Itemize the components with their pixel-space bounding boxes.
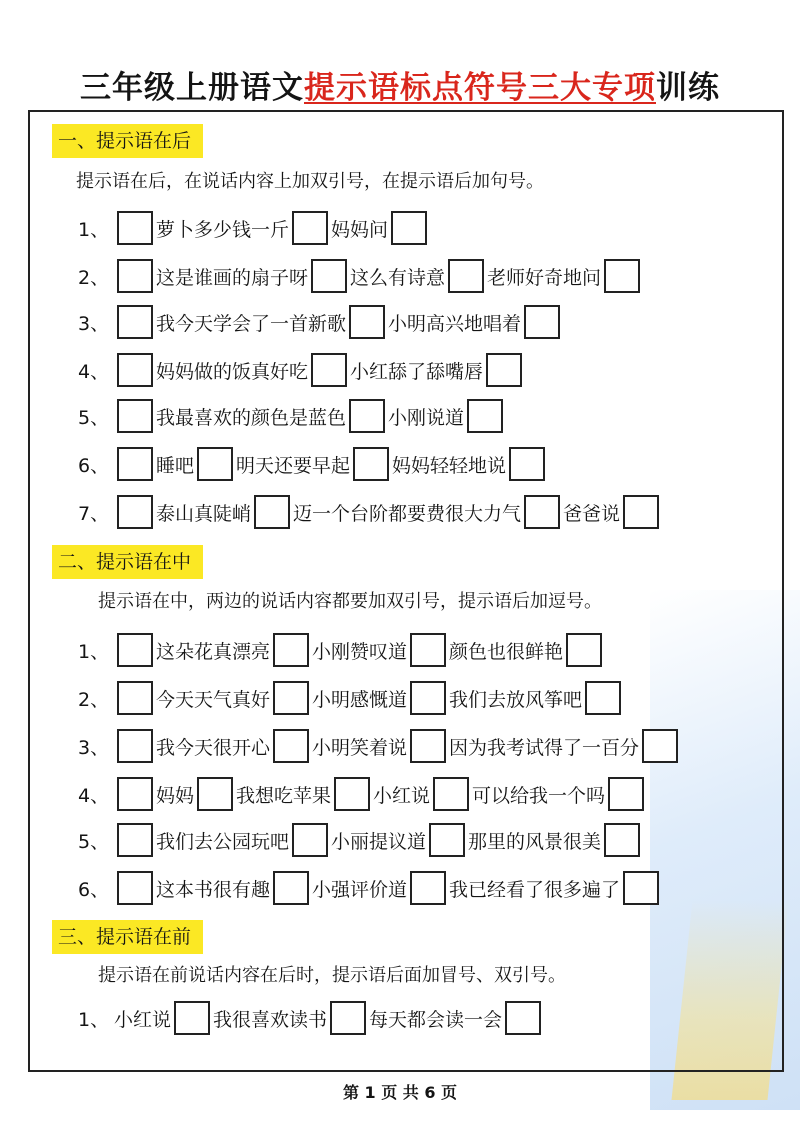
page-footer: 第 1 页 共 6 页 [342,1083,458,1102]
answer-box[interactable] [410,633,446,667]
answer-box[interactable] [410,729,446,763]
answer-box[interactable] [117,871,153,905]
s1-row-1 [66,206,430,250]
title-highlight: 提示语标点符号三大专项 [304,70,656,106]
row-text: 小明高兴地唱着 [388,312,522,335]
answer-box[interactable] [330,1001,366,1035]
answer-box[interactable] [623,495,659,529]
row-text: 今天天气真好 [156,688,271,711]
row-text: 每天都会读一会 [369,1008,503,1031]
row-text: 妈妈做的饭真好吃 [156,360,309,383]
answer-box[interactable] [585,681,621,715]
answer-box[interactable] [608,777,644,811]
answer-box[interactable] [349,399,385,433]
answer-box[interactable] [524,305,560,339]
s2-row-6 [66,866,662,910]
section-1-intro: 提示语在后，在说话内容上加双引号，在提示语后加句号。 [76,171,544,192]
answer-box[interactable] [273,871,309,905]
answer-box[interactable] [273,681,309,715]
answer-box[interactable] [448,259,484,293]
section-2-intro: 提示语在中，两边的说话内容都要加双引号，提示语后加逗号。 [98,591,602,612]
row-text: 小丽提议道 [331,830,427,853]
row-text: 我最喜欢的颜色是蓝色 [156,406,347,429]
answer-box[interactable] [117,447,153,481]
title-suffix: 训练 [656,70,720,106]
answer-box[interactable] [117,305,153,339]
answer-box[interactable] [524,495,560,529]
s2-row-1 [66,628,605,672]
answer-box[interactable] [623,871,659,905]
answer-box[interactable] [311,259,347,293]
answer-box[interactable] [642,729,678,763]
answer-box[interactable] [117,777,153,811]
s3-row-1 [66,996,544,1040]
row-text: 那里的风景很美 [468,830,602,853]
answer-box[interactable] [505,1001,541,1035]
row-text: 我已经看了很多遍了 [449,878,621,901]
section-3-intro: 提示语在前说话内容在后时，提示语后面加冒号、双引号。 [98,965,566,986]
section-3-heading: 三、提示语在前 [52,920,203,954]
row-text: 萝卜多少钱一斤 [156,218,290,241]
row-text: 我今天学会了一首新歌 [156,312,347,335]
s1-row-3 [66,300,563,344]
answer-box[interactable] [467,399,503,433]
s1-row-4 [66,348,525,392]
row-number: 3、 [78,312,110,335]
answer-box[interactable] [117,399,153,433]
answer-box[interactable] [334,777,370,811]
row-number: 2、 [78,266,110,289]
row-number: 6、 [78,878,110,901]
row-number: 3、 [78,736,110,759]
answer-box[interactable] [292,211,328,245]
answer-box[interactable] [117,729,153,763]
row-text: 小刚说道 [388,406,465,429]
answer-box[interactable] [197,777,233,811]
row-number: 7、 [78,502,110,525]
row-text: 小强评价道 [312,878,408,901]
answer-box[interactable] [292,823,328,857]
answer-box[interactable] [117,633,153,667]
answer-box[interactable] [604,259,640,293]
row-number: 4、 [78,360,110,383]
row-text: 小明笑着说 [312,736,408,759]
answer-box[interactable] [349,305,385,339]
s1-row-6 [66,442,548,486]
answer-box[interactable] [410,871,446,905]
row-number: 1、 [78,1008,110,1031]
row-number: 5、 [78,830,110,853]
row-text: 小刚赞叹道 [312,640,408,663]
answer-box[interactable] [566,633,602,667]
row-text: 睡吧 [156,454,195,477]
answer-box[interactable] [117,495,153,529]
answer-box[interactable] [254,495,290,529]
answer-box[interactable] [117,681,153,715]
s2-row-5 [66,818,643,862]
row-text: 这是谁画的扇子呀 [156,266,309,289]
row-text: 明天还要早起 [236,454,351,477]
answer-box[interactable] [273,729,309,763]
row-text: 泰山真陡峭 [156,502,252,525]
row-text: 妈妈问 [331,218,389,241]
row-number: 2、 [78,688,110,711]
row-text: 颜色也很鲜艳 [449,640,564,663]
answer-box[interactable] [509,447,545,481]
row-text: 小红说 [373,784,431,807]
row-text: 小明感慨道 [312,688,408,711]
row-text: 我想吃苹果 [236,784,332,807]
title-prefix: 三年级上册语文 [80,70,304,106]
s1-row-5 [66,394,506,438]
row-text: 妈妈 [156,784,195,807]
answer-box[interactable] [117,353,153,387]
row-text: 可以给我一个吗 [472,784,606,807]
row-text: 爸爸说 [563,502,621,525]
answer-box[interactable] [117,259,153,293]
row-number: 5、 [78,406,110,429]
answer-box[interactable] [391,211,427,245]
answer-box[interactable] [197,447,233,481]
row-text: 因为我考试得了一百分 [449,736,640,759]
answer-box[interactable] [117,211,153,245]
row-text: 这么有诗意 [350,266,446,289]
answer-box[interactable] [604,823,640,857]
row-text: 我今天很开心 [156,736,271,759]
row-number: 1、 [78,640,110,663]
answer-box[interactable] [429,823,465,857]
answer-box[interactable] [174,1001,210,1035]
row-text: 我们去放风筝吧 [449,688,583,711]
row-text: 迈一个台阶都要费很大力气 [293,502,522,525]
row-number: 6、 [78,454,110,477]
row-text: 这本书很有趣 [156,878,271,901]
answer-box[interactable] [273,633,309,667]
row-text: 这朵花真漂亮 [156,640,271,663]
row-text: 我很喜欢读书 [213,1008,328,1031]
section-2-heading: 二、提示语在中 [52,545,203,579]
answer-box[interactable] [410,681,446,715]
section-1-heading: 一、提示语在后 [52,124,203,158]
answer-box[interactable] [117,823,153,857]
row-text: 我们去公园玩吧 [156,830,290,853]
s2-row-4 [66,772,647,816]
answer-box[interactable] [311,353,347,387]
s1-row-2 [66,254,643,298]
s2-row-3 [66,724,681,768]
worksheet-title [0,62,800,107]
answer-box[interactable] [433,777,469,811]
row-text: 小红说 [114,1008,172,1031]
answer-box[interactable] [486,353,522,387]
row-number: 1、 [78,218,110,241]
row-text: 老师好奇地问 [487,266,602,289]
answer-box[interactable] [353,447,389,481]
row-number: 4、 [78,784,110,807]
row-text: 妈妈轻轻地说 [392,454,507,477]
s2-row-2 [66,676,624,720]
row-text: 小红舔了舔嘴唇 [350,360,484,383]
s1-row-7 [66,490,662,534]
